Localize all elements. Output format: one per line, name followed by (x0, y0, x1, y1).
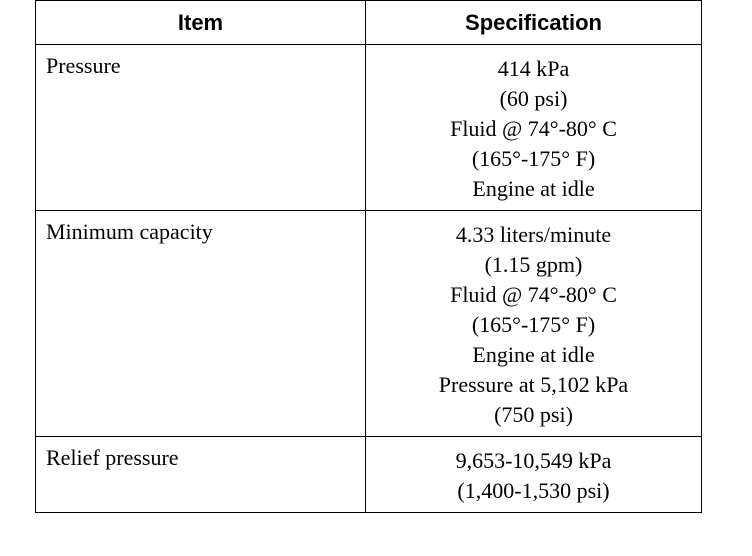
table-header (36, 1, 702, 45)
header-specification: Specification (366, 1, 702, 45)
item-label-relief-pressure: Relief pressure (46, 445, 179, 470)
spec-line: 4.33 liters/minute (455, 222, 612, 247)
spec-line: Pressure at 5,102 kPa (438, 372, 629, 397)
spec-line: Engine at idle (472, 342, 595, 367)
spec-line: Engine at idle (472, 176, 595, 201)
table-row (36, 437, 702, 513)
header-row (36, 1, 702, 45)
item-cell (36, 211, 366, 437)
table-row (36, 45, 702, 211)
table-row (36, 211, 702, 437)
table-body (36, 45, 702, 513)
spec-line: 9,653-10,549 kPa (455, 448, 612, 473)
spec-cell (366, 45, 702, 211)
item-cell (36, 437, 366, 513)
spec-line: (60 psi) (499, 86, 568, 111)
spec-line: Fluid @ 74°-80° C (450, 116, 617, 141)
item-label-minimum-capacity: Minimum capacity (46, 219, 213, 244)
spec-line: (165°-175° F) (471, 312, 596, 337)
spec-cell (366, 437, 702, 513)
spec-line: (1,400-1,530 psi) (457, 478, 610, 503)
item-label-pressure: Pressure (46, 53, 121, 78)
spec-line: (165°-175° F) (471, 146, 596, 171)
item-cell (36, 45, 366, 211)
spec-line: (1.15 gpm) (484, 252, 583, 277)
spec-cell (366, 211, 702, 437)
spec-line: 414 kPa (497, 56, 570, 81)
specification-table (35, 0, 702, 513)
spec-line: (750 psi) (494, 402, 573, 427)
spec-line: Fluid @ 74°-80° C (450, 282, 617, 307)
header-item: Item (36, 1, 366, 45)
